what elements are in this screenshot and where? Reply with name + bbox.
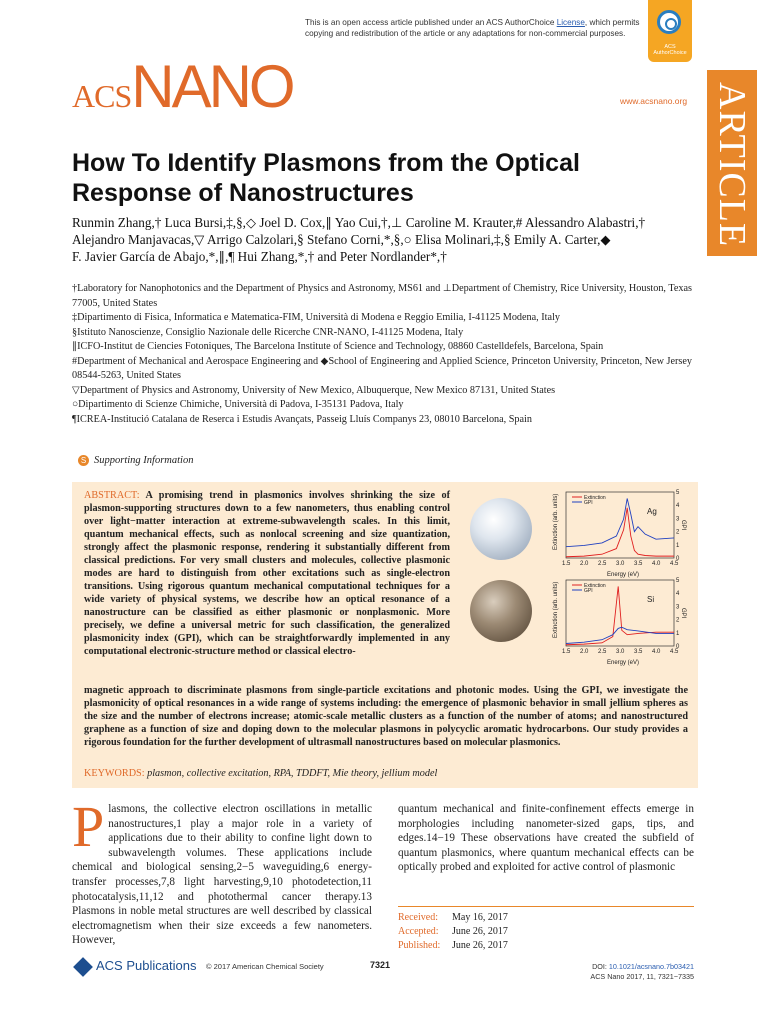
legend-extinction: Extinction [584, 583, 606, 589]
series-line-gpi [566, 627, 674, 643]
affiliation: #Department of Mechanical and Aerospace Engineering and ◆School of Engineering and Applied Science, Princeton University, Princeton, New Jersey 08544-5263, United States [72, 355, 692, 381]
ag-spectrum-plot [552, 490, 686, 578]
keywords [84, 768, 684, 779]
plot-frame [566, 492, 674, 558]
plot-label-ag: Ag [647, 507, 657, 516]
body-column-right: quantum mechanical and finite-confinement effects emerge in morphologies including nanometer-sized gaps, tips, and edges.14−19 These observations have created the subfield of quantum plasmonics, where quantum mechanical effects can be optically probed and exploited for active control of plasmonic [398, 803, 694, 874]
si-spectrum-plot [552, 578, 686, 666]
open-access-icon [657, 10, 681, 34]
ylabel-left: Extinction (arb. units) [553, 493, 559, 550]
supporting-information-link[interactable]: S Supporting Information [78, 455, 193, 466]
received-date: Received: May 16, 2017 [398, 912, 508, 923]
right-tick-labels [676, 578, 680, 650]
affiliation: ‡Dipartimento di Fisica, Informatica e Matematica-FIM, Università di Modena e Reggio Emilia, I-41125 Modena, Italy [72, 312, 560, 323]
x-tick-label: 3.5 [634, 561, 643, 567]
authorchoice-badge[interactable] [648, 0, 692, 62]
authors-line-1: Runmin Zhang,† Luca Bursi,‡,§,◇ Joel D. Cox,∥ Yao Cui,†,⊥ Caroline M. Krauter,# Alessandro Alabastri,† [72, 215, 646, 230]
x-tick-labels [562, 561, 679, 567]
affiliation: ∥ICFO-Institut de Ciencies Fotoniques, The Barcelona Institute of Science and Technology, 08860 Castelldefels, Barcelona, Spain [72, 341, 604, 352]
author-list [72, 214, 712, 265]
ag-plot-svg [552, 490, 686, 578]
x-tick-label: 4.0 [652, 561, 661, 567]
x-tick-label: 4.0 [652, 649, 661, 655]
article-side-label: ARTICLE [711, 82, 753, 248]
supporting-info-icon: S [78, 455, 89, 466]
affiliation: ▽Department of Physics and Astronomy, University of New Mexico, Albuquerque, New Mexico 87131, United States [72, 384, 556, 396]
right-tick-label: 5 [676, 490, 680, 496]
ylabel-left: Extinction (arb. units) [553, 581, 559, 638]
ylabel-right: GPI [680, 608, 686, 619]
plot-label-si: Si [647, 595, 655, 604]
series-line-extinction [566, 508, 674, 557]
published-date: Published: June 26, 2017 [398, 940, 508, 951]
right-tick-labels [676, 490, 680, 562]
doi-link[interactable]: 10.1021/acsnano.7b03421 [608, 962, 694, 971]
right-tick-label: 4 [676, 503, 680, 510]
x-tick-label: 3.5 [634, 649, 643, 655]
journal-logo: ACSNANO [72, 53, 293, 120]
badge-label: ACS AuthorChoice [653, 44, 687, 56]
right-tick-label: 0 [676, 644, 680, 650]
body-column-left [72, 794, 372, 948]
right-tick-label: 1 [676, 542, 680, 549]
authors-line-2: Alejandro Manjavacas,▽ Arrigo Calzolari,§ Stefano Corni,*,§,○ Elisa Molinari,‡,§ Emily A. Carter,◆ [72, 232, 611, 247]
citation: ACS Nano 2017, 11, 7321−7335 [590, 972, 694, 981]
right-tick-label: 4 [676, 591, 680, 598]
affiliation: †Laboratory for Nanophotonics and the Department of Physics and Astronomy, MS61 and ⊥Department of Chemistry, Rice University, Houston, Texas 77005, United States [72, 283, 692, 309]
intro-paragraph: lasmons, the collective electron oscillations in metallic nanostructures,1 play a major role in a variety of applications due to their ability to confine light down to subwavelength volumes. These applications include chemical and biological sensing,2−5 waveguiding,6 energy-transfer processes,7,8 light harvesting,9,10 photodetection,11 photocatalysis,11,12 and photothermal cancer therapy.13 Plasmons in noble metal structures are well described by classical electromagnetism when their size exceeds a few nanometers. However, [72, 803, 372, 947]
x-tick-label: 2.5 [598, 649, 607, 655]
affiliation: ○Dipartimento di Scienze Chimiche, Università di Padova, I-35131 Padova, Italy [72, 399, 404, 410]
series-line-extinction [566, 586, 674, 644]
affiliations [72, 282, 702, 427]
x-tick-label: 3.0 [616, 649, 625, 655]
right-tick-label: 3 [676, 604, 680, 611]
affiliation: ¶ICREA-Institució Catalana de Reserca i Estudis Avançats, Passeig Lluís Companys 23, 08010 Barcelona, Spain [72, 413, 532, 425]
right-tick-label: 2 [676, 617, 680, 624]
legend-gpi: GPI [584, 500, 593, 506]
right-tick-label: 5 [676, 578, 680, 584]
x-tick-labels [562, 649, 679, 655]
license-link[interactable]: License [556, 18, 585, 27]
right-tick-label: 1 [676, 630, 680, 637]
x-tick-label: 2.5 [598, 561, 607, 567]
right-tick-label: 0 [676, 556, 680, 562]
affiliation: §Istituto Nanoscienze, Consiglio Nazionale delle Ricerche CNR-NANO, I-41125 Modena, Italy [72, 326, 464, 338]
abstract-text-continued: magnetic approach to discriminate plasmons from single-particle excitations and photonic modes. Using the GPI, we investigate the plasmonicity of optical resonances in a wide range of systems including: the emergence of plasmonic behavior in small jellium spheres as the size and the number of electrons increase; atomic-scale metallic clusters as a function of the number of atoms; and nanostructured graphene as a function of size and doping down to the molecular plasmons in polycyclic aromatic hydrocarbons. Our study provides a rigorous foundation for the further development of ultrasmall nanostructures based on molecular plasmonics. [84, 685, 688, 748]
right-tick-label: 2 [676, 529, 680, 536]
page-number: 7321 [370, 960, 391, 970]
abstract-text: ABSTRACT: A promising trend in plasmonics involves shrinking the size of plasmon-supporting structures down to a few nanometers, thus enabling control over light−matter interaction at extreme-subwavelength scales. In this limit, quantum mechanical effects, such as nonlocal screening and size quantization, strongly affect the plasmonic response, rendering it substantially different from classical predictions. For very small clusters and molecules, collective plasmonic modes are hard to distinguish from other excitations such as single-electron transitions. Using rigorous quantum mechanical computational techniques for a wide variety of physical systems, we describe how an optical resonance of a nanostructure can be classified as either plasmonic or nonplasmonic. More precisely, we define a universal metric for such classification, the generalized plasmonicity index (GPI), which can be straightforwardly implemented in any computational electronic-structure method or classical electro- [84, 490, 450, 657]
legend-extinction: Extinction [584, 495, 606, 501]
xlabel: Energy (eV) [607, 660, 640, 666]
xlabel: Energy (eV) [607, 572, 640, 578]
silver-nanoparticle-image [470, 498, 532, 560]
abstract-heading: ABSTRACT: [84, 490, 140, 501]
open-access-notice: This is an open access article published under an ACS AuthorChoice License, which permits copying and redistribution of the article or any adaptations for non-commercial purposes. [305, 18, 640, 38]
accepted-date: Accepted: June 26, 2017 [398, 926, 508, 937]
journal-url[interactable]: www.acsnano.org [620, 96, 688, 106]
x-tick-label: 1.5 [562, 561, 571, 567]
authors-line-3: F. Javier García de Abajo,*,∥,¶ Hui Zhang,*,† and Peter Nordlander*,† [72, 249, 447, 264]
si-plot-svg [552, 578, 686, 666]
x-tick-label: 4.5 [670, 561, 679, 567]
x-tick-label: 1.5 [562, 649, 571, 655]
series-lines [566, 498, 674, 556]
article-title: How To Identify Plasmons from the Optical Response of Nanostructures [72, 149, 580, 207]
copyright: © 2017 American Chemical Society [206, 962, 324, 971]
x-tick-label: 4.5 [670, 649, 679, 655]
x-tick-label: 2.0 [580, 561, 589, 567]
x-tick-label: 3.0 [616, 561, 625, 567]
article-dates [398, 906, 694, 953]
keywords-list: plasmon, collective excitation, RPA, TDDFT, Mie theory, jellium model [147, 768, 438, 779]
drop-cap: P [72, 794, 105, 859]
series-lines [566, 586, 674, 644]
acs-logo-icon [73, 957, 93, 977]
acs-publications-logo[interactable]: ACS Publications [76, 958, 196, 974]
x-tick-label: 2.0 [580, 649, 589, 655]
right-tick-label: 3 [676, 516, 680, 523]
silicon-nanoparticle-image [470, 580, 532, 642]
doi-citation: DOI: 10.1021/acsnano.7b03421 ACS Nano 2017, 11, 7321−7335 [560, 962, 694, 982]
legend-gpi: GPI [584, 588, 593, 594]
keywords-heading: KEYWORDS: [84, 768, 145, 779]
ylabel-right: GPI [680, 520, 686, 531]
